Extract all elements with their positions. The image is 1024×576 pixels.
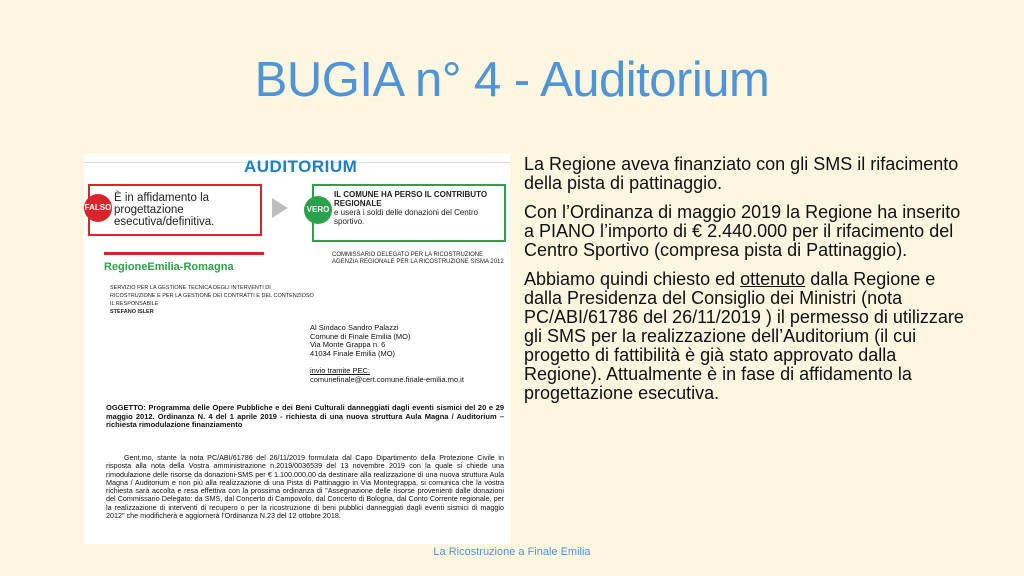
pec-address: comunefinale@cert.comune.finale-emilia.mo.it	[310, 374, 464, 384]
commissario-line-2: AGENZIA REGIONALE PER LA RICOSTRUZIONE SISMA 2012	[332, 259, 504, 265]
commissario-block	[332, 252, 508, 266]
regione-logo-text: RegioneEmilia-Romagna	[104, 261, 234, 273]
paragraph-3-end: dalla Regione e dalla Presidenza del Consiglio dei Ministri (nota PC/ABI/61786 del 26/11/2019 ) il permesso di utilizzare gli SMS per la realizzazione dell’Auditorium (il cui progetto di fattibilità è già stato approvato dalla Regione). Attualmente è in fase di affidamento la progettazione esecutiva.	[524, 269, 964, 403]
arrow-icon	[272, 198, 288, 218]
slide-body	[524, 155, 964, 413]
falso-badge: FALSO	[84, 194, 112, 222]
pec-label: invio tramite PEC:	[310, 366, 371, 375]
servizio-line-1: SERVIZIO PER LA GESTIONE TECNICA DEGLI INTERVENTI DI	[110, 285, 271, 291]
vero-badge: VERO	[304, 196, 332, 224]
falso-text: È in affidamento la progettazione esecutiva/definitiva.	[114, 192, 215, 228]
oggetto-label: OGGETTO:	[106, 403, 146, 412]
servizio-line-2: RICOSTRUZIONE E PER LA GESTIONE DEI CONTRATTI E DEL CONTENZIOSO	[110, 293, 314, 299]
paragraph-2: Con l’Ordinanza di maggio 2019 la Regione ha inserito a PIANO l’importo di € 2.440.000 per il rifacimento del Centro Sportivo (compresa pista di Pattinaggio).	[524, 202, 961, 260]
addr-line-1: Al Sindaco Sandro Palazzi	[310, 323, 399, 332]
slide-title: BUGIA n° 4 - Auditorium	[254, 53, 770, 107]
responsabile-label: IL RESPONSABILE	[110, 301, 159, 307]
servizio-block	[110, 284, 370, 316]
doc-header	[84, 154, 510, 188]
vero-text-rest: e userà i soldi delle donazioni del Centro sportivo.	[334, 208, 479, 226]
slide-footer: La Ricostruzione a Finale Emilia	[433, 546, 591, 558]
regione-logo	[104, 252, 264, 275]
vero-text	[334, 190, 502, 226]
address-block	[310, 324, 510, 384]
addr-line-3: Via Monte Grappa n. 6	[310, 340, 386, 349]
paragraph-3-underlined: ottenuto	[740, 269, 806, 289]
addr-line-4: 41034 Finale Emilia (MO)	[310, 348, 396, 358]
vero-box	[312, 184, 506, 242]
oggetto-block	[106, 404, 504, 430]
addr-line-2: Comune di Finale Emilia (MO)	[310, 331, 411, 341]
doc-header-title: AUDITORIUM	[244, 157, 358, 176]
document-image	[84, 154, 510, 544]
paragraph-3	[524, 270, 964, 403]
oggetto-text: Programma delle Opere Pubbliche e dei Beni Culturali danneggiati dagli eventi sismici del 20 e 29 maggio 2012. Ordinanza N. 4 del 1 aprile 2019 - richiesta di una nuova struttura Aula Magna / Auditorium – richiesta rimodulazione finanziamento	[106, 403, 505, 429]
vero-text-bold: IL COMUNE HA PERSO IL CONTRIBUTO REGIONALE	[334, 190, 488, 208]
falso-box	[88, 184, 262, 236]
letter-body: Gent.mo, stante la nota PC/ABI/61786 del 26/11/2019 formulata dal Capo Dipartimento della Protezione Civile in risposta alla nota della Vostra amministrazione n.2019/0036539 del 13 novembre 2019 con la quale si chiede una rimodulazione delle risorse da donazioni-SMS per € 1.100.000,00 da destinare alla realizzazione di una nuova struttura Aula Magna / Auditorium e non più alla realizzazione di una Pista di Pattinaggio in Via Montegrappa, si comunica che la vostra richiesta sarà accolta e resa effettiva con la prossima ordinanza di "Assegnazione delle risorse provenienti dalle donazioni del Commissario Delegato: da SMS, dal Concerto di Campovolo, dal Concerto di Bologna, dal Conto Corrente regionale, per la realizzazione di interventi di recupero o per la ricostruzione di beni pubblici danneggiati dagli eventi sismici di maggio 2012" che modificherà e aggiornerà l'Ordinanza N.23 del 12 ottobre 2018.	[106, 453, 504, 521]
paragraph-1: La Regione aveva finanziato con gli SMS il rifacimento della pista di pattinaggio.	[524, 154, 959, 193]
commissario-line-1: COMMISSARIO DELEGATO PER LA RICOSTRUZIONE	[332, 252, 484, 258]
paragraph-3-start: Abbiamo quindi chiesto ed	[524, 269, 741, 289]
responsabile-name: STEFANO ISLER	[110, 309, 154, 315]
